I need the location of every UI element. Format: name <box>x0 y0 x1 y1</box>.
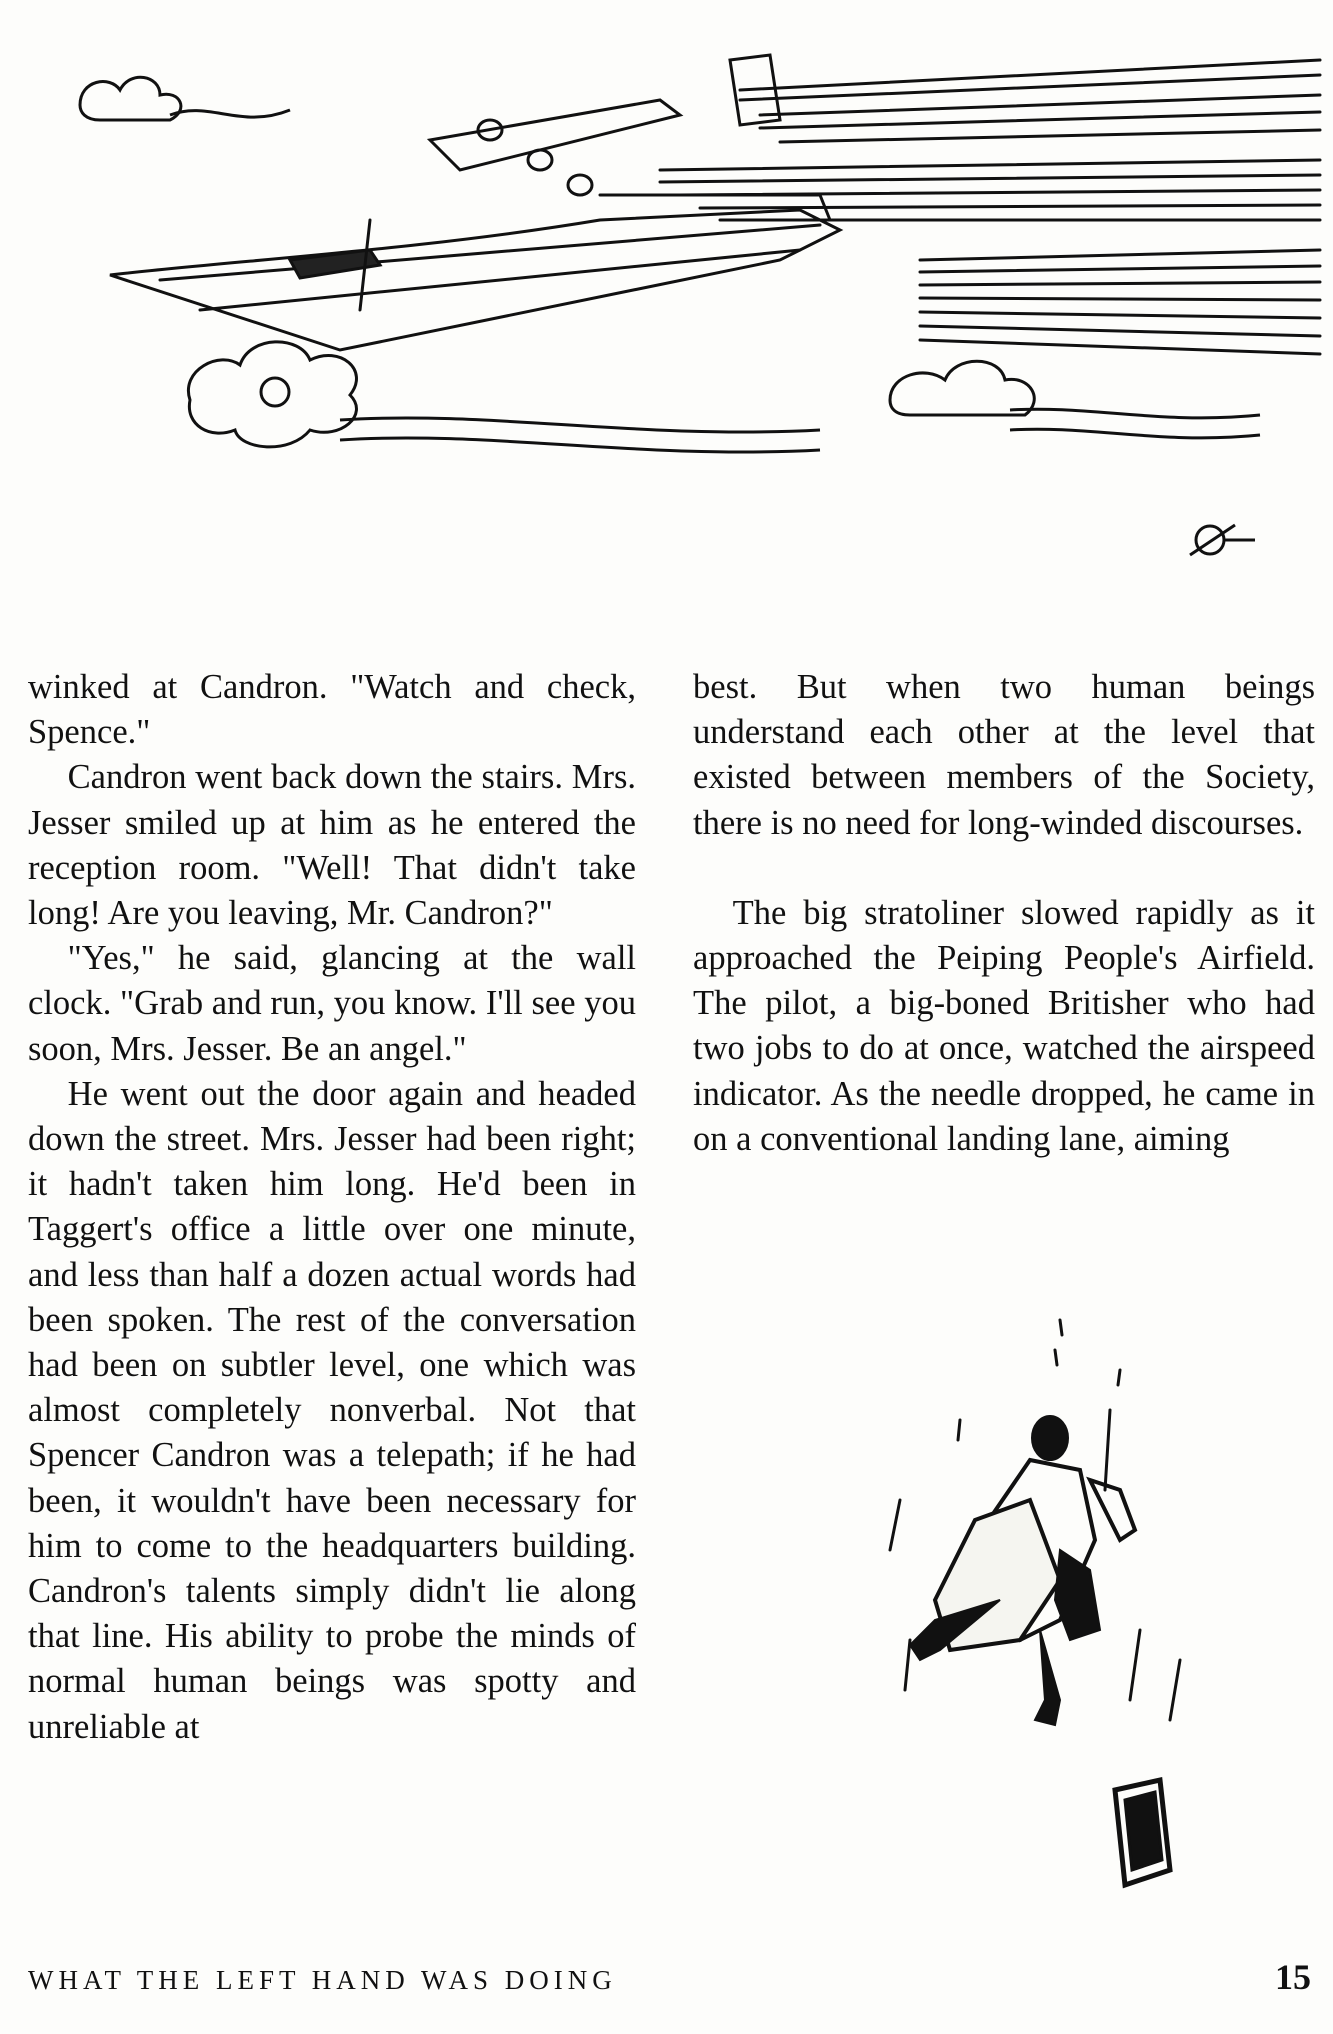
page-number: 15 <box>1275 1957 1311 1997</box>
paragraph: He went out the door again and headed down the street. Mrs. Jesser had been right; it hadn't taken him long. He'd been in Taggert's office a little over one minute, and less than half a dozen actual words had been spoken. The rest of the conversation had been on subtler level, one which was almost completely nonverbal. Not that Spencer Candron was a telepath; if he had been, it wouldn't have been necessary for him to come to the headquarters building. Candron's talents simply didn't lie along that line. His ability to probe the minds of normal human beings was spotty and unreliable at <box>28 1074 636 1746</box>
left-text-column <box>28 665 636 1750</box>
paragraph: best. But when two human beings understand each other at the level that existed between members of the Society, there is no need for long-winded discourses. <box>693 668 1315 842</box>
paragraph: Candron went back down the stairs. Mrs. Jesser smiled up at him as he entered the reception room. "Well! That didn't take long! Are you leaving, Mr. Candron?" <box>28 758 636 933</box>
paragraph: "Yes," he said, glancing at the wall clock. "Grab and run, you know. I'll see you soon, Mrs. Jesser. Be an angel." <box>28 939 636 1068</box>
paragraph: winked at Candron. "Watch and check, Spence." <box>28 668 636 752</box>
running-title: WHAT THE LEFT HAND WAS DOING <box>28 1965 617 1995</box>
artist-signature <box>1190 525 1255 555</box>
right-text-column <box>693 665 1315 1162</box>
stratoliner-illustration <box>40 20 1330 620</box>
paragraph: The big stratoliner slowed rapidly as it approached the Peiping People's Airfield. The pilot, a big-boned Britisher who had two jobs to do at once, watched the airspeed indicator. As the needle dropped, he came in on a conventional landing lane, aiming <box>693 893 1315 1158</box>
falling-man-illustration <box>760 1300 1280 1940</box>
